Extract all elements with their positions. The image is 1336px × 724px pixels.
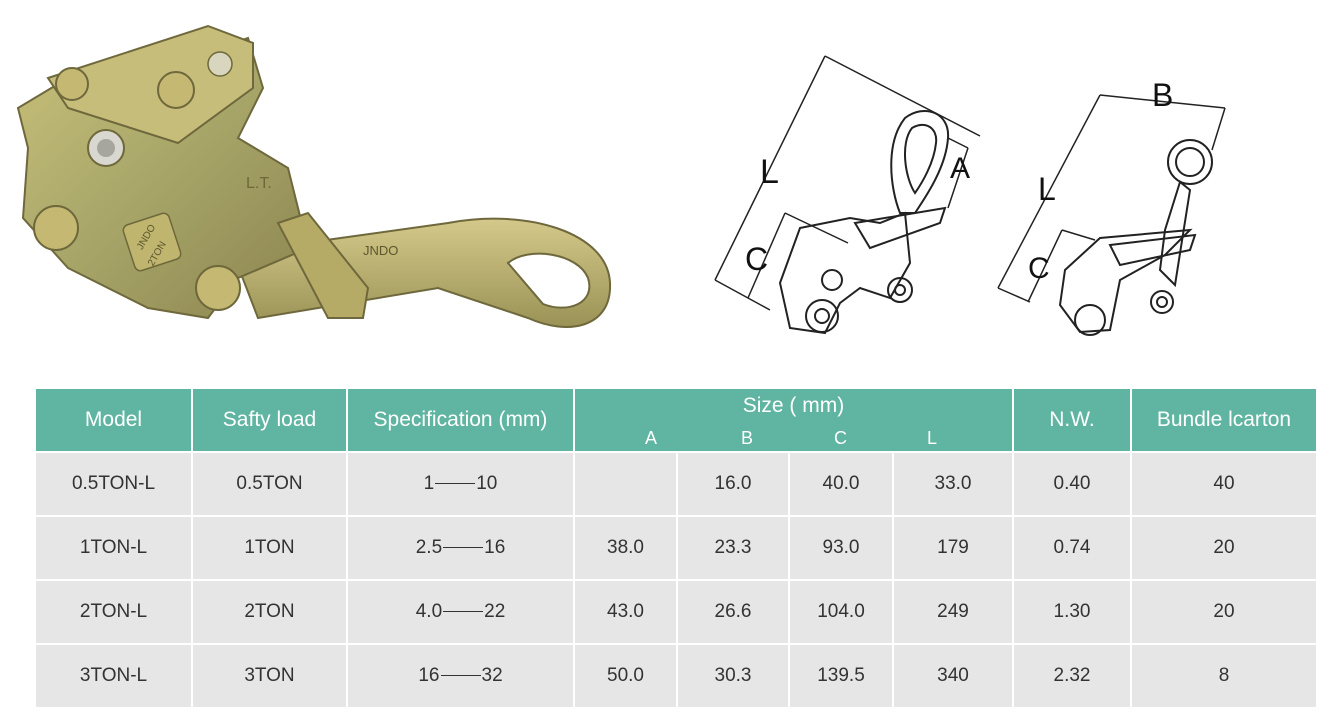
- header-size-b: B: [741, 428, 754, 448]
- spec-dash: [443, 611, 483, 612]
- diagram-right-label-c: C: [1028, 252, 1050, 285]
- spec-max: 10: [476, 473, 498, 494]
- spec-dash: [443, 547, 483, 548]
- header-size-c: C: [834, 428, 847, 448]
- cell-size-l: 33.0: [893, 452, 1013, 516]
- cell-size-b: 23.3: [677, 516, 789, 580]
- cell-nw: 0.40: [1013, 452, 1131, 516]
- spec-min: 4.0: [415, 601, 443, 622]
- diagram-left-label-a: A: [950, 152, 971, 185]
- cell-size-c: 40.0: [789, 452, 893, 516]
- cell-spec: [347, 452, 574, 516]
- diagram-left-label-l: L: [760, 153, 779, 191]
- product-photo: [8, 18, 618, 348]
- cell-size-a: 50.0: [574, 644, 677, 707]
- header-specification: Specification (mm): [347, 389, 574, 452]
- header-size-a: A: [645, 428, 658, 448]
- dimension-diagram-left: [700, 48, 990, 348]
- cell-nw: 2.32: [1013, 644, 1131, 707]
- cell-size-c: 139.5: [789, 644, 893, 707]
- header-bundle: Bundle lcarton: [1131, 389, 1316, 452]
- cell-size-b: 26.6: [677, 580, 789, 644]
- table-row: [36, 452, 1316, 516]
- spec-min: 2.5: [415, 537, 443, 558]
- spec-dash: [441, 675, 481, 676]
- cell-size-l: 179: [893, 516, 1013, 580]
- cell-spec: [347, 516, 574, 580]
- header-size: [574, 389, 1013, 452]
- photo-plate-load: 2TON: [146, 239, 169, 269]
- cell-bundle: 20: [1131, 516, 1316, 580]
- spec-min: 1: [423, 473, 435, 494]
- cell-bundle: 20: [1131, 580, 1316, 644]
- cell-model: 3TON-L: [36, 644, 192, 707]
- photo-plate-text: JNDO: [363, 243, 399, 258]
- header-size-l: L: [927, 428, 938, 448]
- spec-max: 16: [484, 537, 506, 558]
- cell-size-c: 104.0: [789, 580, 893, 644]
- cell-bundle: 8: [1131, 644, 1316, 707]
- spec-min: 16: [418, 665, 440, 686]
- cell-size-a: 38.0: [574, 516, 677, 580]
- header-model: Model: [36, 389, 192, 452]
- diagram-right-label-b: B: [1152, 77, 1174, 113]
- cell-size-b: 30.3: [677, 644, 789, 707]
- cell-load: 2TON: [192, 580, 347, 644]
- cell-nw: 1.30: [1013, 580, 1131, 644]
- cell-load: 3TON: [192, 644, 347, 707]
- cell-nw: 0.74: [1013, 516, 1131, 580]
- cell-model: 1TON-L: [36, 516, 192, 580]
- dimension-diagram-right: [990, 70, 1240, 350]
- table-row: [36, 644, 1316, 707]
- cell-model: 0.5TON-L: [36, 452, 192, 516]
- spec-max: 32: [481, 665, 503, 686]
- cell-load: 0.5TON: [192, 452, 347, 516]
- cell-model: 2TON-L: [36, 580, 192, 644]
- cell-size-a: 43.0: [574, 580, 677, 644]
- cell-size-a: [574, 452, 677, 516]
- photo-mark-text: L.T.: [246, 175, 272, 192]
- spec-dash: [435, 483, 475, 484]
- spec-max: 22: [484, 601, 506, 622]
- header-nw: N.W.: [1013, 389, 1131, 452]
- spec-table: [36, 389, 1316, 707]
- photo-plate-brand: JNDO: [135, 222, 159, 252]
- cell-size-c: 93.0: [789, 516, 893, 580]
- header-size-title: Size ( mm): [742, 394, 845, 417]
- table-row: [36, 580, 1316, 644]
- table-row: [36, 516, 1316, 580]
- cell-spec: [347, 644, 574, 707]
- cell-load: 1TON: [192, 516, 347, 580]
- cell-size-l: 249: [893, 580, 1013, 644]
- cell-bundle: 40: [1131, 452, 1316, 516]
- diagram-left-label-c: C: [745, 241, 769, 277]
- diagram-right-label-l: L: [1038, 171, 1056, 207]
- cell-spec: [347, 580, 574, 644]
- cell-size-l: 340: [893, 644, 1013, 707]
- cell-size-b: 16.0: [677, 452, 789, 516]
- table-header-row: [36, 389, 1316, 452]
- header-safty-load: Safty load: [192, 389, 347, 452]
